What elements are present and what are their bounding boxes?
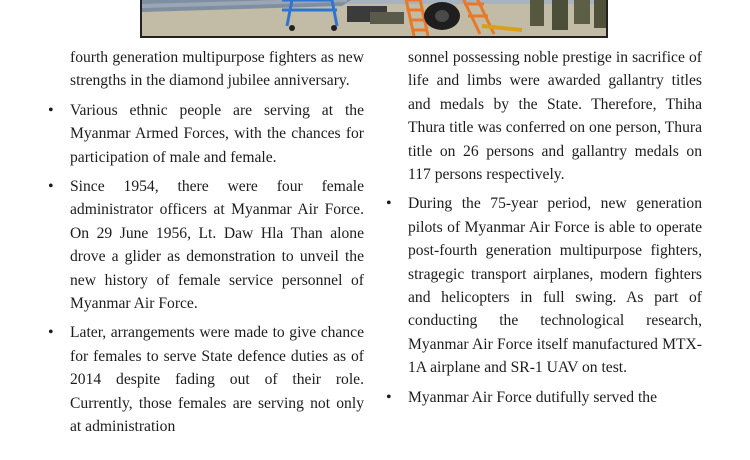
aircraft-photo <box>140 0 608 38</box>
list-item: • Various ethnic people are serving at the Myanmar Armed Forces, with the chances for participation of male and female. <box>48 99 364 169</box>
aircraft-photo-graphic <box>142 0 608 38</box>
left-bullet-list <box>48 99 364 439</box>
list-item: • Later, arrangements were made to give chance for females to serve State defence duties as of 2014 despite fading out of their role. Currently, those females are serving not only at administration <box>48 321 364 438</box>
list-item: • Myanmar Air Force dutifully served the <box>386 386 702 409</box>
right-column <box>386 46 702 409</box>
list-item: • During the 75-year period, new generation pilots of Myanmar Air Force is able to operate post-fourth generation multipurpose fighters, stragegic transport airplanes, modern fighters and helicopters in full swing. As part of conducting the technological research, Myanmar Air Force itself manufactured MTX-1A airplane and SR-1 UAV on test. <box>386 192 702 379</box>
left-column <box>48 46 364 439</box>
list-item: • Since 1954, there were four female administrator officers at Myanmar Air Force. On 29 June 1956, Lt. Daw Hla Than alone drove a glider as demonstration to unveil the new history of female service personnel of Myanmar Air Force. <box>48 175 364 315</box>
left-continuation-paragraph: fourth generation multipurpose fighters as new strengths in the diamond jubilee anniversary. <box>70 49 364 90</box>
right-bullet-list <box>386 192 702 409</box>
right-continuation-paragraph: sonnel possessing noble prestige in sacrifice of life and limbs were awarded gallantry titles and medals by the State. Therefore, Thiha Thura title was conferred on one person, Thura title on 26 persons and gallantry medals on 117 persons respectively. <box>408 49 702 184</box>
